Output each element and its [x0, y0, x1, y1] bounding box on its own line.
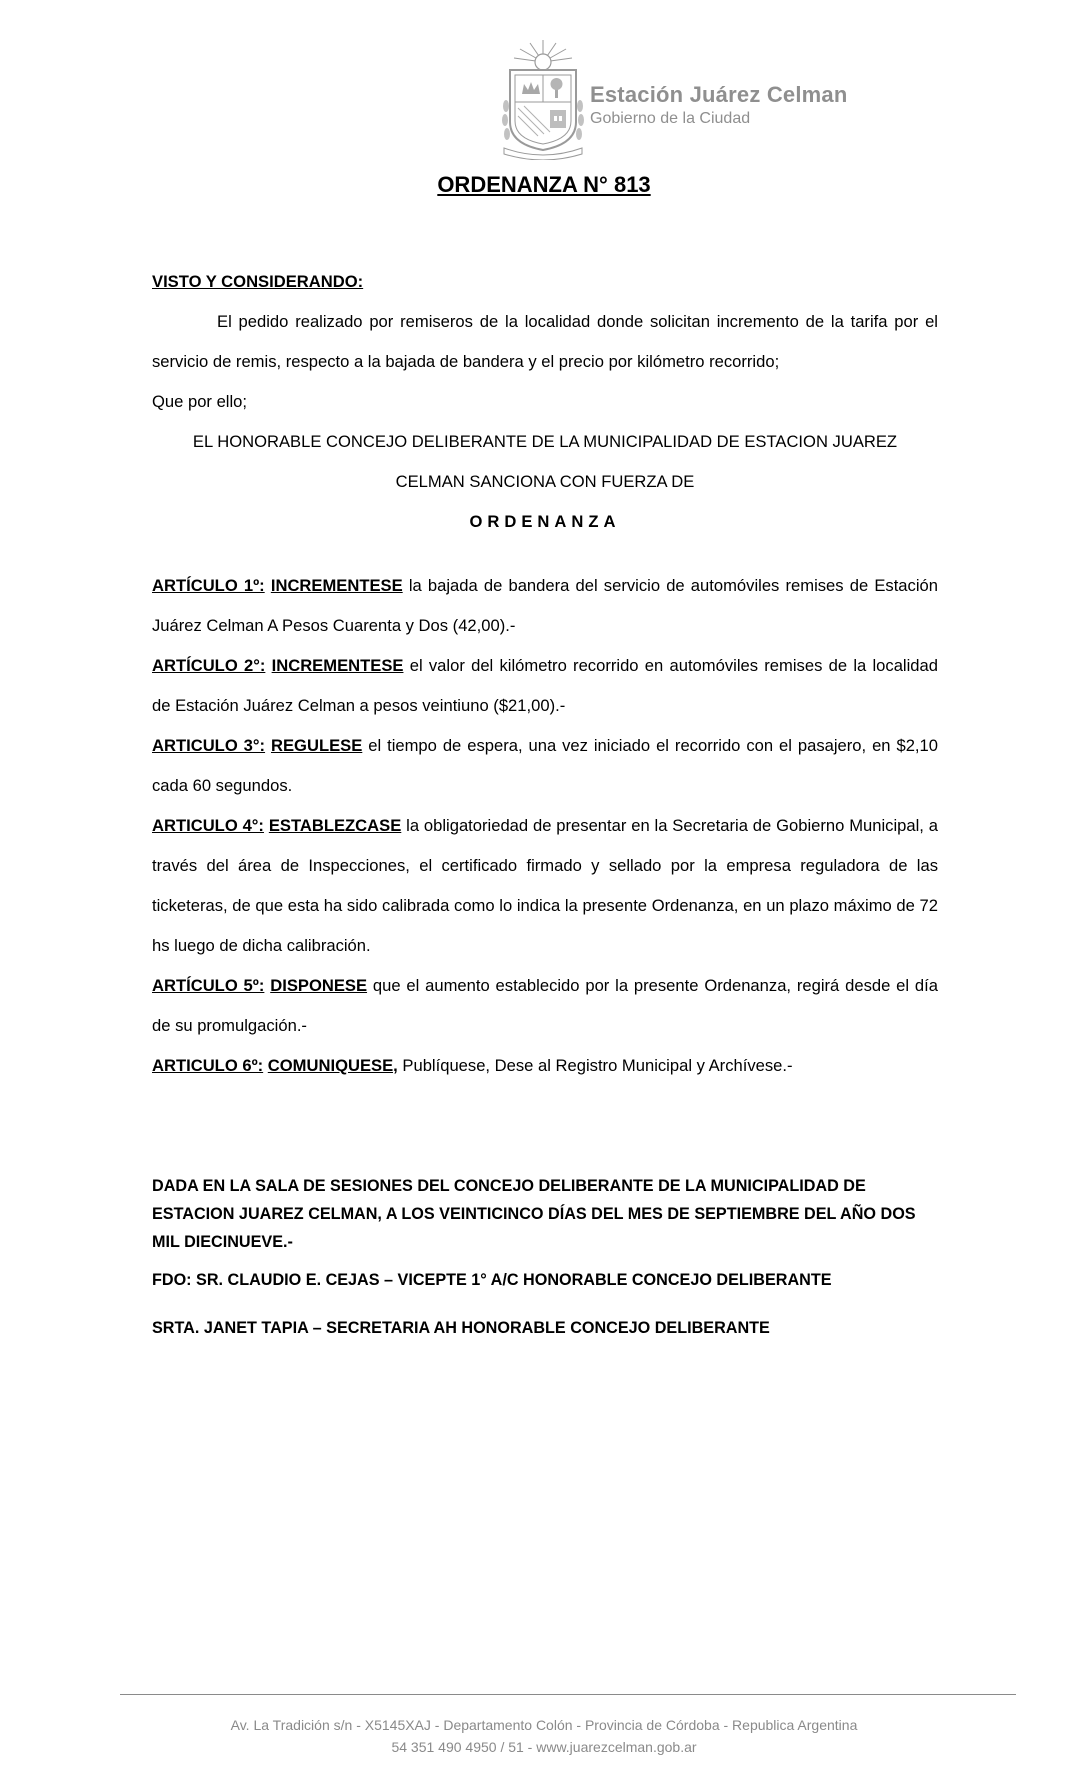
- article-verb: ESTABLEZCASE: [268, 816, 402, 835]
- brand: [590, 82, 848, 128]
- article-verb: INCREMENTESE: [271, 656, 404, 675]
- document-title-text: ORDENANZA N° 813: [437, 172, 651, 197]
- article-3: [152, 726, 938, 806]
- article-text: el tiempo de espera, una vez iniciado el recorrido con el pasajero, en $2,10 cada 60 segundos.: [152, 736, 938, 795]
- ordenanza-heading: ORDENANZA: [469, 512, 621, 531]
- brand-subtitle: Gobierno de la Ciudad: [590, 110, 751, 127]
- letterhead: [498, 36, 878, 160]
- document-title: [0, 172, 1088, 198]
- brand-name: Estación Juárez Celman: [590, 82, 848, 107]
- footer-address: Av. La Tradición s/n - X5145XAJ - Departamento Colón - Provincia de Córdoba - Republica Argentina: [230, 1717, 858, 1733]
- article-6: [152, 1046, 938, 1086]
- article-label: ARTICULO 4°:: [152, 816, 264, 835]
- footer-contact: 54 351 490 4950 / 51 - www.juarezcelman.gob.ar: [391, 1739, 697, 1755]
- spacer: [152, 542, 938, 566]
- article-label: ARTÍCULO 2°:: [152, 656, 266, 675]
- article-text: Publíquese, Dese al Registro Municipal y Archívese.-: [397, 1056, 793, 1075]
- article-verb: INCREMENTESE: [270, 576, 403, 595]
- article-4: [152, 806, 938, 966]
- article-verb: COMUNIQUESE,: [267, 1056, 398, 1075]
- article-verb: REGULESE: [271, 736, 363, 755]
- article-text: el valor del kilómetro recorrido en automóviles remises de la localidad de Estación Juárez Celman a pesos veintiuno ($21,00).-: [152, 656, 938, 715]
- article-text: la bajada de bandera del servicio de automóviles remises de Estación Juárez Celman A Pesos Cuarenta y Dos (42,00).-: [152, 576, 938, 635]
- article-verb: DISPONESE: [270, 976, 368, 995]
- concejo-sanciona: EL HONORABLE CONCEJO DELIBERANTE DE LA MUNICIPALIDAD DE ESTACION JUAREZ CELMAN SANCIONA CON FUERZA DE: [192, 432, 898, 491]
- footer-divider: [120, 1694, 1016, 1695]
- article-text: que el aumento establecido por la presente Ordenanza, regirá desde el día de su promulgación.-: [152, 976, 938, 1035]
- que-por-ello: Que por ello;: [152, 392, 248, 411]
- closing-block: [152, 1172, 942, 1342]
- municipal-coat-of-arms-icon: [498, 36, 588, 160]
- document-body: [152, 262, 938, 1086]
- article-text: la obligatoriedad de presentar en la Secretaria de Gobierno Municipal, a través del área de Inspecciones, el certificado firmado y sellado por la empresa reguladora de las ticketeras, de que esta ha sido calibrada como lo indica la presente Ordenanza, en un plazo máximo de 72 hs luego de dicha calibración.: [152, 816, 938, 955]
- article-label: ARTICULO 3°:: [152, 736, 266, 755]
- article-label: ARTICULO 6º:: [152, 1056, 264, 1075]
- visto-heading: VISTO Y CONSIDERANDO:: [152, 272, 364, 291]
- article-label: ARTÍCULO 5º:: [152, 976, 265, 995]
- article-1: [152, 566, 938, 646]
- footer: [0, 1714, 1088, 1758]
- article-2: [152, 646, 938, 726]
- article-label: ARTÍCULO 1º:: [152, 576, 265, 595]
- signature-secretaria: SRTA. JANET TAPIA – SECRETARIA AH HONORABLE CONCEJO DELIBERANTE: [152, 1319, 770, 1337]
- signature-vicepresidente: FDO: SR. CLAUDIO E. CEJAS – VICEPTE 1° A/C HONORABLE CONCEJO DELIBERANTE: [152, 1271, 832, 1289]
- article-5: [152, 966, 938, 1046]
- visto-paragraph: El pedido realizado por remiseros de la localidad donde solicitan incremento de la tarifa por el servicio de remis, respecto a la bajada de bandera y el precio por kilómetro recorrido;: [152, 312, 938, 371]
- dada-en-sala: DADA EN LA SALA DE SESIONES DEL CONCEJO DELIBERANTE DE LA MUNICIPALIDAD DE ESTACION JUAREZ CELMAN, A LOS VEINTICINCO DÍAS DEL MES DE SEPTIEMBRE DEL AÑO DOS MIL DIECINUEVE.-: [152, 1177, 916, 1251]
